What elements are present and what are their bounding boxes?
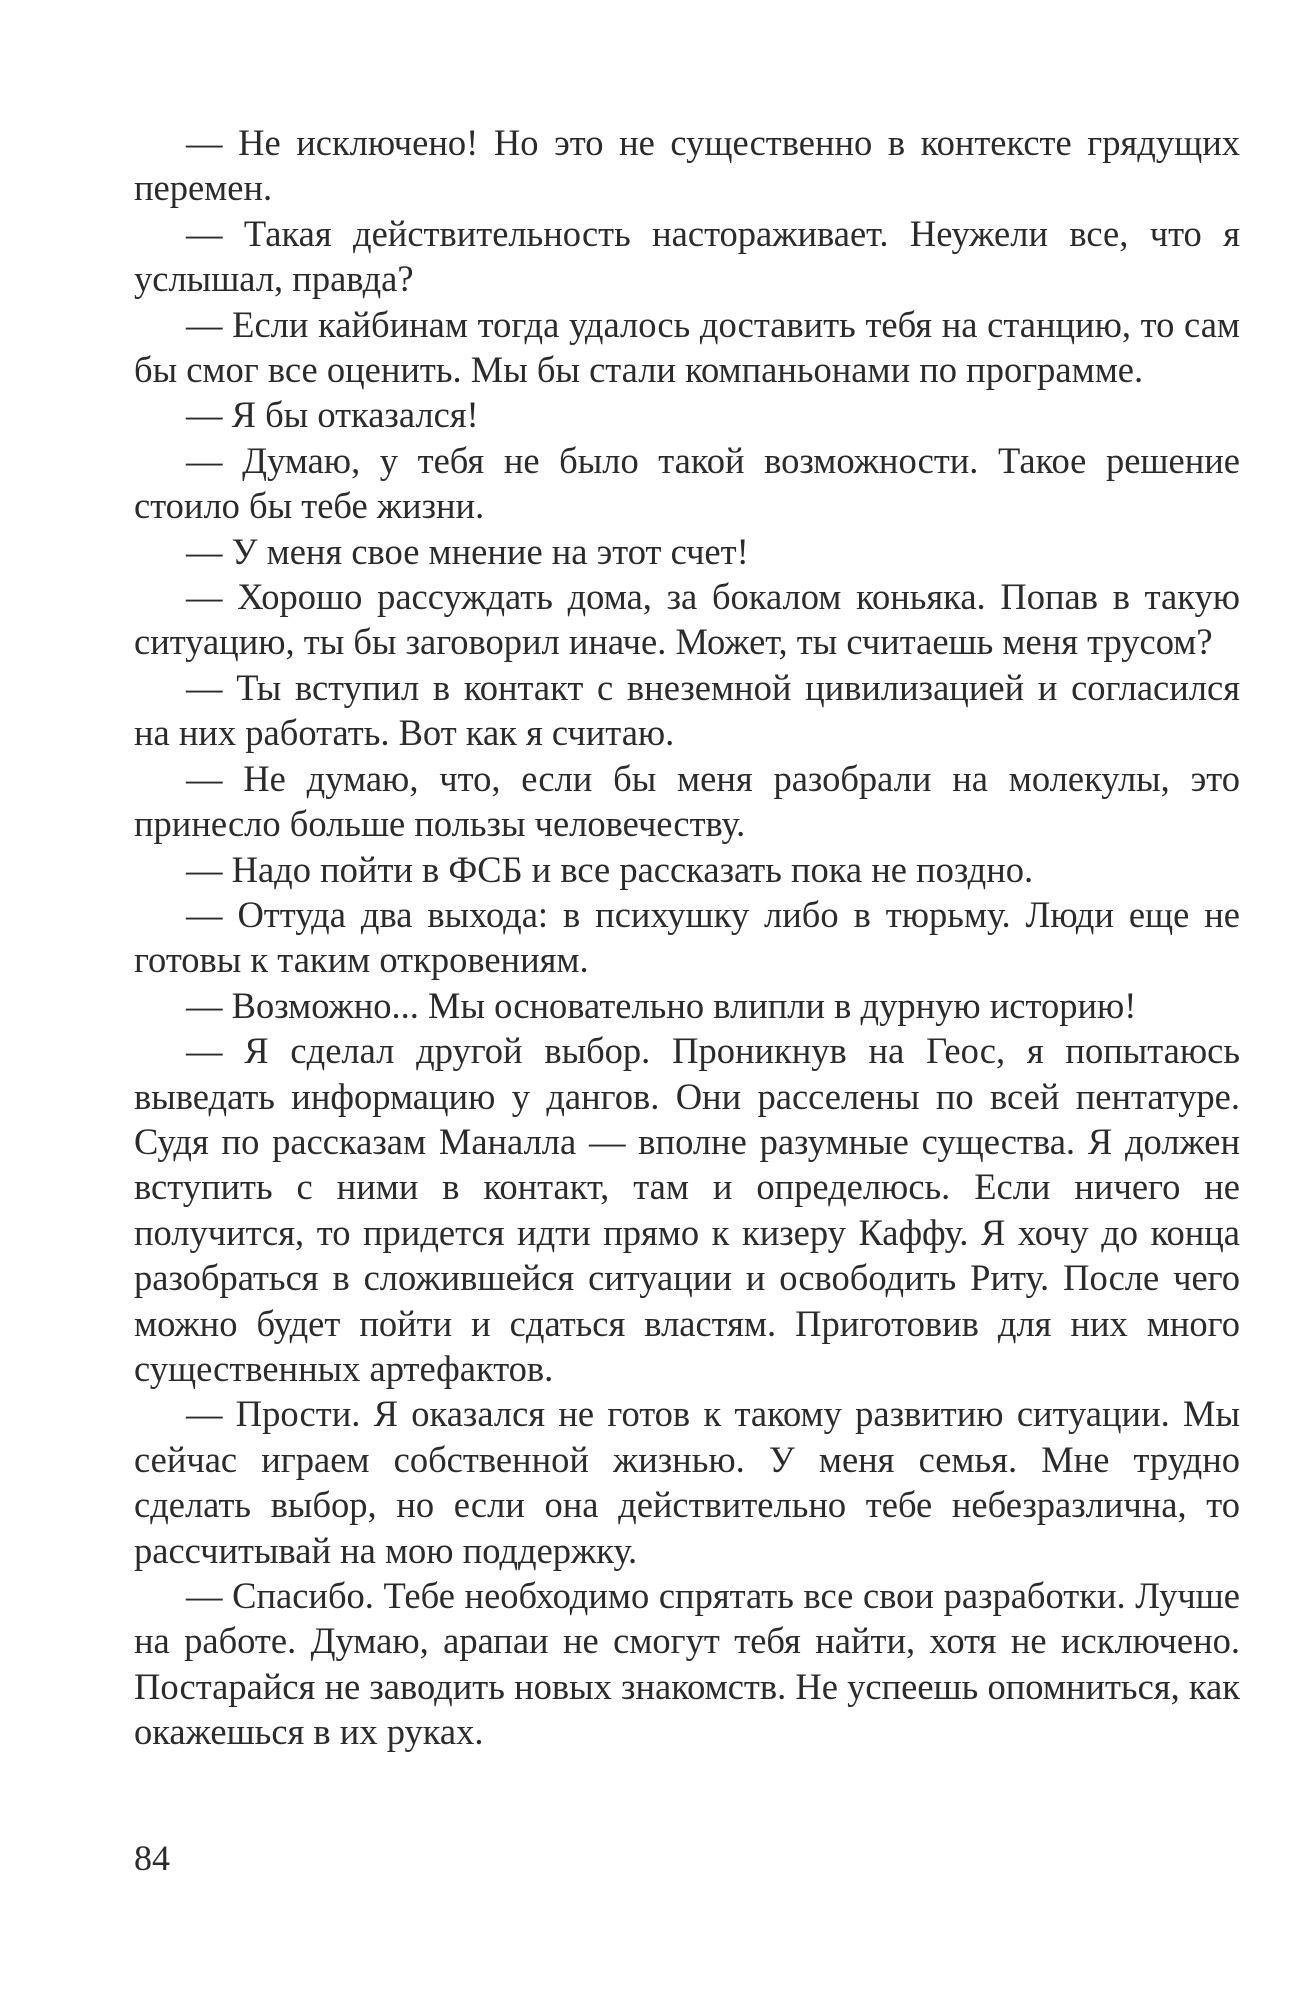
paragraph: — Оттуда два выхода: в психушку либо в тюрьму. Люди еще не готовы к таким откровениям. — [134, 893, 1240, 981]
paragraph: — Не исключено! Но это не существенно в контексте грядущих перемен. — [134, 122, 1240, 209]
paragraph: — У меня свое мнение на этот счет! — [186, 530, 749, 572]
paragraph: — Хорошо рассуждать дома, за бокалом коньяка. Попав в такую ситуацию, ты бы заговорил иначе. Может, ты считаешь меня трусом? — [134, 576, 1240, 663]
paragraph: — Если кайбинам тогда удалось доставить тебя на станцию, то сам бы смог все оценить. Мы бы стали компаньонами по программе. — [134, 303, 1240, 391]
paragraph: — Не думаю, что, если бы меня разобрали на молекулы, это принесло больше пользы человечеству. — [134, 757, 1240, 845]
paragraph: — Спасибо. Тебе необходимо спрятать все свои разработки. Лучше на работе. Думаю, арапаи не смогут тебя найти, хотя не исключено. Постарайся не заводить новых знакомств. Не успеешь опомниться, как окажешься в их руках. — [134, 1575, 1240, 1753]
body-text — [134, 120, 1240, 1755]
paragraph: — Надо пойти в ФСБ и все рассказать пока не поздно. — [186, 848, 1034, 890]
paragraph: — Возможно... Мы основательно влипли в дурную историю! — [186, 984, 1137, 1026]
paragraph: — Ты вступил в контакт с внеземной цивилизацией и согласился на них работать. Вот как я считаю. — [134, 666, 1240, 754]
paragraph: — Думаю, у тебя не было такой возможности. Такое решение стоило бы тебе жизни. — [134, 439, 1240, 527]
paragraph: — Прости. Я оказался не готов к такому развитию ситуации. Мы сейчас играем собственной жизнью. У меня семья. Мне трудно сделать выбор, но если она действительно тебе небезразлична, то рассчитывай на мою поддержку. — [134, 1393, 1240, 1571]
paragraph: — Я сделал другой выбор. Проникнув на Геос, я попытаюсь выведать информацию у дангов. Они расселены по всей пентатуре. Судя по рассказам Маналла — вполне разумные существа. Я должен вступить с ними в контакт, там и определюсь. Если ничего не получится, то придется идти прямо к кизеру Каффу. Я хочу до конца разобраться в сложившейся ситуации и освободить Риту. После чего можно будет пойти и сдаться властям. Приготовив для них много существенных артефактов. — [134, 1030, 1240, 1389]
page-number: 84 — [134, 1838, 170, 1878]
paragraph: — Я бы отказался! — [186, 394, 479, 436]
paragraph: — Такая действительность настораживает. Неужели все, что я услышал, правда? — [134, 212, 1240, 300]
